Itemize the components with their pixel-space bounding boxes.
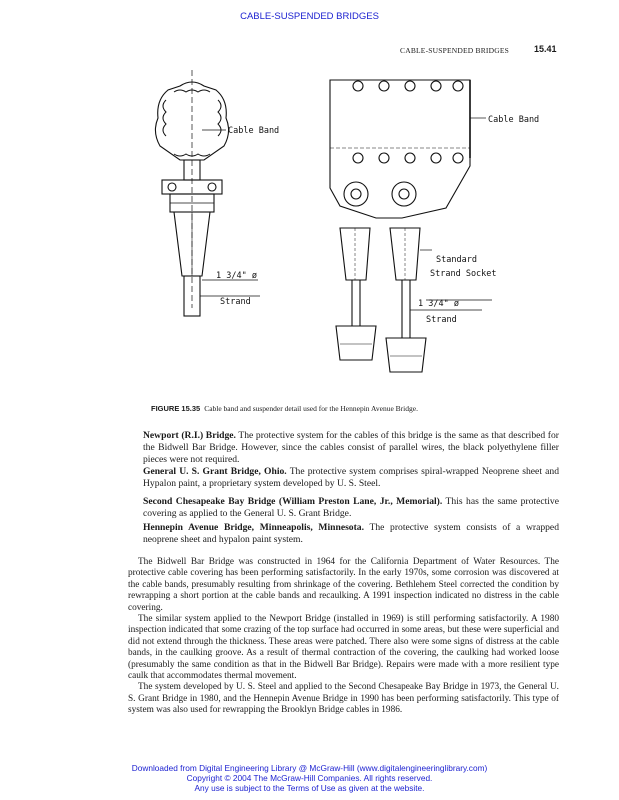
bridge-paragraph bbox=[143, 466, 559, 490]
figure-caption-label: FIGURE 15.35 bbox=[151, 404, 201, 413]
page-number: 15.41 bbox=[534, 44, 557, 54]
bridge-name: Newport (R.I.) Bridge. bbox=[143, 430, 236, 441]
bridge-name: General U. S. Grant Bridge, Ohio. bbox=[143, 466, 287, 477]
bridge-text: The protective system for the cables of this bridge is the same as that described for the Bidwell Bar Bridge. However, since the cables consist of parallel wires, the black polyethylene filler pieces were not required. bbox=[143, 430, 559, 465]
download-footer bbox=[0, 763, 619, 793]
bridge-name: Hennepin Avenue Bridge, Minneapolis, Minnesota. bbox=[143, 522, 364, 533]
bridge-paragraph bbox=[143, 496, 559, 520]
label-strand-left: Strand bbox=[220, 297, 251, 307]
footer-download-line[interactable]: Downloaded from Digital Engineering Library @ McGraw-Hill (www.digitalengineeringlibrary.com) bbox=[131, 763, 488, 773]
bridge-paragraph bbox=[143, 430, 559, 466]
running-head: CABLE-SUSPENDED BRIDGES bbox=[400, 46, 509, 55]
body-paragraph: The similar system applied to the Newport Bridge (installed in 1969) is still performing satisfactorily. A 1980 inspection indicated that some crazing of the top surface had occurred in some areas, but these were superficial and did not extend through the thickness. These areas were patched. There also were some signs of distress at the cable bands, in the caulking groove. As a result of thermal contraction of the covering, the caulking had worked loose (presumably the same condition as that in the Bidwell Bar Bridge). Repairs were made with a more resilient type caulk that accommodates thermal movement. bbox=[128, 614, 559, 682]
bridge-paragraph bbox=[143, 522, 559, 546]
footer-terms-line[interactable]: Any use is subject to the Terms of Use as given at the website. bbox=[194, 783, 425, 793]
body-paragraph: The system developed by U. S. Steel and applied to the Second Chesapeake Bay Bridge in 1973, the General U. S. Grant Bridge in 1980, and the Hennepin Avenue Bridge in 1990 has been performing satisfactorily. This type of system was also used for rewrapping the Brooklyn Bridge cables in 1986. bbox=[128, 682, 559, 716]
cable-band-drawing bbox=[140, 68, 540, 398]
label-standard: Standard bbox=[436, 255, 477, 265]
label-diameter-left: 1 3/4" ø bbox=[216, 271, 257, 281]
figure-caption bbox=[151, 404, 418, 413]
page-top-title: CABLE-SUSPENDED BRIDGES bbox=[240, 11, 379, 22]
label-strand-socket: Strand Socket bbox=[430, 269, 497, 279]
bridge-text: The protective system consists of a wrapped neoprene sheet and hypalon paint system. bbox=[143, 522, 559, 545]
right-front-view bbox=[330, 80, 492, 372]
label-cable-band-right: Cable Band bbox=[488, 115, 540, 125]
label-cable-band-left: Cable Band bbox=[228, 126, 280, 136]
body-text bbox=[128, 557, 559, 717]
label-diameter-right: 1 3/4" ø bbox=[418, 299, 459, 309]
bridge-text: This has the same protective covering as applied to the General U. S. Grant Bridge. bbox=[143, 496, 559, 519]
footer-copyright-line: Copyright © 2004 The McGraw-Hill Companies. All rights reserved. bbox=[186, 773, 433, 783]
label-strand-right: Strand bbox=[426, 315, 457, 325]
bridge-text: The protective system comprises spiral-wrapped Neoprene sheet and Hypalon paint, a proprietary system developed by U. S. Steel. bbox=[143, 466, 559, 489]
bridge-name: Second Chesapeake Bay Bridge (William Preston Lane, Jr., Memorial). bbox=[143, 496, 443, 507]
figure-cable-band-detail bbox=[140, 68, 540, 398]
figure-caption-text: Cable band and suspender detail used for the Hennepin Avenue Bridge. bbox=[204, 404, 418, 413]
body-paragraph: The Bidwell Bar Bridge was constructed in 1964 for the California Department of Water Resources. The protective cable covering has been performing satisfactorily. In the early 1970s, some corrosion was discovered at the cable bands, presumably resulting from shrinkage of the covering. Bethlehem Steel corrected the condition by rewrapping a short portion at the cable bands and recaulking. A 1991 inspection indicated no distress in the cable covering. bbox=[128, 557, 559, 613]
